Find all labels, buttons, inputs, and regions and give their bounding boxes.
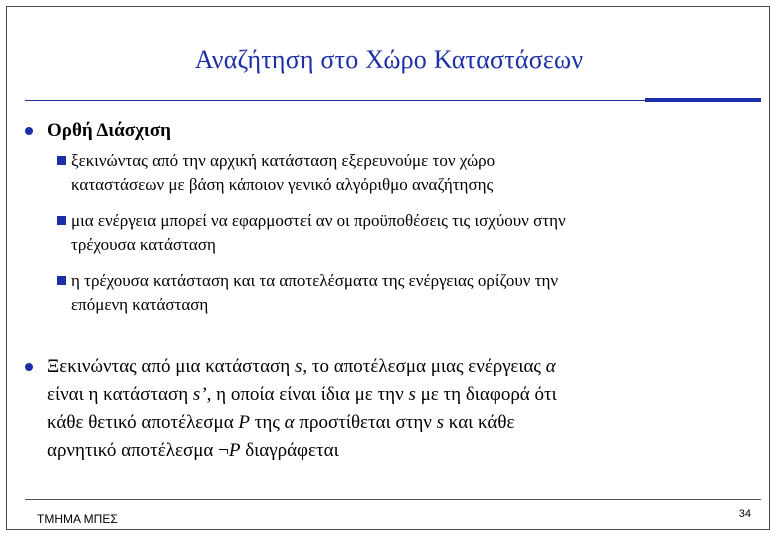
square-bullet-icon <box>57 216 66 225</box>
title-divider-accent <box>645 98 761 102</box>
sub-bullet-3-line2: επόμενη κατάσταση <box>71 295 209 314</box>
title-divider <box>25 100 645 101</box>
bullet-dot-icon <box>25 127 33 135</box>
footer-divider <box>25 499 761 500</box>
sub-bullet-2-line2: τρέχουσα κατάσταση <box>71 235 216 254</box>
sub-bullet-1-line2: καταστάσεων με βάση κάποιον γενικό αλγόριθμο αναζήτησης <box>71 175 494 194</box>
bullet-2-line3: κάθε θετικό αποτέλεσμα P της α προστίθεται στην s και κάθε <box>47 412 515 433</box>
square-bullet-icon <box>57 156 66 165</box>
footer-department: ΤΜΗΜΑ ΜΠΕΣ <box>37 512 118 526</box>
bullet-heading: Ορθή Διάσχιση <box>47 120 171 141</box>
sub-bullet-2-line1: μια ενέργεια μπορεί να εφαρμοστεί αν οι προϋποθέσεις τις ισχύουν στην <box>71 211 566 230</box>
sub-bullet-3-line1: η τρέχουσα κατάσταση και τα αποτελέσματα της ενέργειας ορίζουν την <box>71 271 559 290</box>
page-number: 34 <box>738 508 751 520</box>
square-bullet-icon <box>57 276 66 285</box>
slide <box>6 6 770 530</box>
sub-bullet-1-line1: ξεκινώντας από την αρχική κατάσταση εξερευνούμε τον χώρο <box>71 151 496 170</box>
bullet-dot-icon <box>25 363 33 371</box>
bullet-2-line4: αρνητικό αποτέλεσμα ¬P διαγράφεται <box>47 440 339 461</box>
bullet-2-line1: Ξεκινώντας από μια κατάσταση s, το αποτέλεσμα μιας ενέργειας α <box>47 356 556 377</box>
slide-title: Αναζήτηση στο Χώρο Καταστάσεων <box>194 45 584 74</box>
bullet-2-line2: είναι η κατάσταση s’, η οποία είναι ίδια με την s με τη διαφορά ότι <box>47 384 557 405</box>
